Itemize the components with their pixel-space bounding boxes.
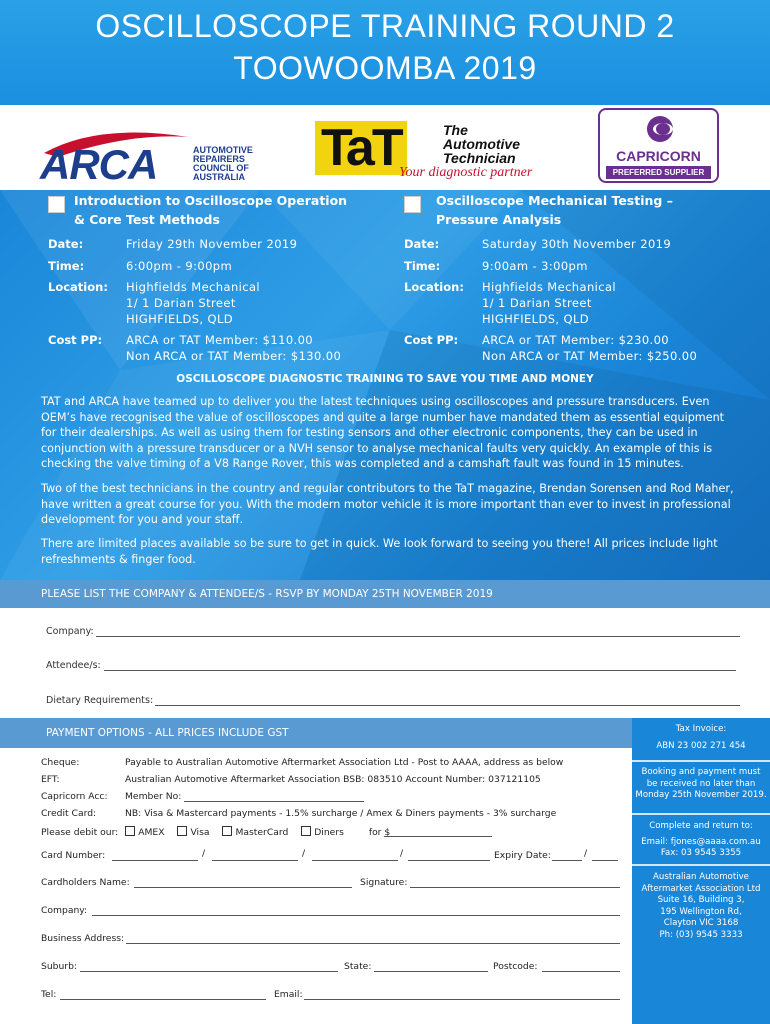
course-2-location-line2: 1/ 1 Darian Street [482,296,592,310]
sidebar-divider-3 [632,864,770,866]
eft-text: Australian Automotive Aftermarket Association BSB: 083510 Account Number: 037121105 [125,774,541,785]
sidebar-divider-2 [632,813,770,815]
course-1-title-line1: Introduction to Oscilloscope Operation [74,193,348,208]
address-line-5: Clayton VIC 3168 [663,918,739,928]
course-2-cost [482,332,697,364]
course-1-cost-member: ARCA or TAT Member: $110.00 [126,333,314,347]
card-number-field-2[interactable] [212,860,298,861]
dietary-field[interactable] [155,705,740,706]
course-1-cost [126,332,341,364]
tat-logo [315,115,545,185]
expiry-year-field[interactable] [592,860,618,861]
capricorn-wordmark: CAPRICORN [616,148,701,164]
card-number-field-4[interactable] [408,860,490,861]
course-2-date: Saturday 30th November 2019 [482,237,672,251]
expiry-sep: / [584,848,588,859]
expiry-month-field[interactable] [552,860,582,861]
mastercard-checkbox[interactable] [222,826,232,836]
training-tagline: OSCILLOSCOPE DIAGNOSTIC TRAINING TO SAVE YOU TIME AND MONEY [176,373,594,385]
debit-options [41,826,390,838]
eft-label: EFT: [41,774,60,785]
attendees-field[interactable] [104,670,736,671]
amount-label: for $ [368,827,391,838]
tat-name [443,123,553,165]
card-sep-2: / [302,848,306,859]
tax-invoice-label: Tax Invoice: [675,724,727,734]
course-2-location-line3: HIGHFIELDS, QLD [482,312,590,326]
course-2-title [436,191,736,229]
course-2-time-label: Time: [404,259,441,273]
page-title-line1: OSCILLOSCOPE TRAINING ROUND 2 [95,8,675,44]
capricorn-emblem-icon [647,116,673,142]
intro-paragraph: TAT and ARCA have teamed up to deliver you the latest techniques using oscilloscopes and pressure transducers. Even OEM’s have recognised the value of oscilloscopes and quite a large number have mandated them as essential equipment for their dealerships. As well as using them for testing sensors and other electronic components, they can be used in conjunction with a pressure transducer or a NVH sensor to analyse mechanical faults very quickly. An example of this is checking the valve timing of a V8 Range Rover, this was completed and a camshaft fault was found in 15 minutes. [41,395,725,471]
title-banner [0,0,770,105]
cheque-text: Payable to Australian Automotive Aftermarket Association Ltd - Post to AAAA, address as below [125,757,564,768]
course-1-location-line1: Highfields Mechanical [126,280,260,294]
suburb-field[interactable] [80,971,338,972]
business-address-label: Business Address: [41,933,125,944]
diners-label: Diners [314,827,344,838]
course-2-time: 9:00am - 3:00pm [482,259,588,273]
email-label: Email: [274,989,303,1000]
booking-line-2: be received no later than [646,778,756,789]
booking-deadline-box [632,767,770,802]
card-number-field-3[interactable] [312,860,398,861]
course-1-checkbox[interactable] [48,196,65,213]
presenters-paragraph: Two of the best technicians in the country and regular contributors to the TaT magazine, Brendan Sorensen and Rod Maher, have written a great course for you. With the modern motor vehicle it is more important than ever to invest in professional development for you and your staff. [41,482,734,527]
tax-invoice-box [632,724,770,752]
address-line-4: 195 Wellington Rd, [660,906,742,917]
return-fax: Fax: 03 9545 3355 [660,848,742,858]
tat-tagline: Your diagnostic partner [399,165,533,180]
suburb-label: Suburb: [41,961,78,972]
postcode-label: Postcode: [493,961,538,972]
visa-option[interactable] [177,827,209,838]
association-address-box [632,872,770,941]
course-1-title [74,191,374,229]
amount-field[interactable] [384,836,492,837]
address-line-3: Suite 16, Building 3, [657,895,745,905]
cheque-label: Cheque: [41,757,80,768]
mastercard-label: MasterCard [235,827,289,838]
course-2-title-line2: Pressure Analysis [436,212,562,227]
card-number-field-1[interactable] [112,860,198,861]
state-field[interactable] [374,971,488,972]
return-label: Complete and return to: [649,821,753,831]
tat-wordmark: TaT [315,121,407,175]
diners-checkbox[interactable] [301,826,311,836]
address-line-1: Australian Automotive [653,872,749,882]
tat-name-line1: The [443,122,468,138]
cardholder-field[interactable] [134,887,352,888]
amex-checkbox[interactable] [125,826,135,836]
arca-logo [38,127,263,187]
capricorn-logo [598,108,719,183]
credit-card-surcharge-note: NB: Visa & Mastercard payments - 1.5% surcharge / Amex & Diners payments - 3% surcharge [125,808,557,819]
visa-label: Visa [190,827,210,838]
expiry-label: Expiry Date: [494,850,551,861]
dietary-label: Dietary Requirements: [46,695,154,706]
sidebar-divider-1 [632,760,770,762]
page-title-line2: TOOWOOMBA 2019 [233,50,537,86]
tel-label: Tel: [41,989,57,1000]
address-line-2: Aftermarket Association Ltd [641,883,761,894]
course-1-time-label: Time: [48,259,85,273]
capricorn-member-field[interactable] [184,801,364,802]
course-2-location [482,279,616,327]
course-2-cost-label: Cost PP: [404,333,459,347]
company-field[interactable] [96,636,740,637]
payment-header: PAYMENT OPTIONS - ALL PRICES INCLUDE GST [0,718,632,748]
arca-subtitle: AUTOMOTIVE REPAIRERS COUNCIL OF AUSTRALIA [193,145,253,182]
course-1-cost-nonmember: Non ARCA or TAT Member: $130.00 [126,349,342,363]
course-1-date: Friday 29th November 2019 [126,237,298,251]
tel-field[interactable] [60,999,266,1000]
postcode-field[interactable] [542,971,620,972]
mastercard-option[interactable] [222,827,288,838]
course-1-cost-label: Cost PP: [48,333,103,347]
course-1-date-label: Date: [48,237,84,251]
diners-option[interactable] [301,827,344,838]
course-1-location-line2: 1/ 1 Darian Street [126,296,236,310]
capricorn-label: Capricorn Acc: [41,791,108,802]
address-phone: Ph: (03) 9545 3333 [659,929,743,940]
course-2-cost-nonmember: Non ARCA or TAT Member: $250.00 [482,349,698,363]
course-2-location-label: Location: [404,280,464,294]
course-1-location [126,279,260,327]
course-info-panel [0,190,770,580]
company-label: Company: [46,626,94,637]
invoice-sidebar [632,718,770,1024]
signature-field[interactable] [410,887,620,888]
state-label: State: [344,961,372,972]
booking-line-3: Monday 25th November 2019. [635,790,767,800]
debit-label: Please debit our: [41,827,119,838]
course-1-time: 6:00pm - 9:00pm [126,259,233,273]
course-2-checkbox[interactable] [404,196,421,213]
card-number-label: Card Number: [41,850,106,861]
payment-company-label: Company: [41,905,88,916]
course-2-title-line1: Oscilloscope Mechanical Testing – [436,193,673,208]
abn-number: ABN 23 002 271 454 [656,740,746,751]
signature-label: Signature: [360,877,408,888]
course-2-cost-member: ARCA or TAT Member: $230.00 [482,333,670,347]
payment-company-field[interactable] [92,915,620,916]
course-2-date-label: Date: [404,237,440,251]
course-2-location-line1: Highfields Mechanical [482,280,616,294]
return-email: Email: fjones@aaaa.com.au [641,836,761,847]
capricorn-member-label: Member No: [125,791,182,802]
credit-card-label: Credit Card: [41,808,97,819]
course-1-location-line3: HIGHFIELDS, QLD [126,312,234,326]
places-paragraph: There are limited places available so be sure to get in quick. We look forward to seeing you there! All prices include light refreshments & finger food. [41,537,718,566]
amex-label: AMEX [138,827,165,838]
tat-name-line2: Automotive [443,136,520,152]
amex-option[interactable] [125,827,164,838]
card-sep-1: / [202,848,206,859]
capricorn-badge: PREFERRED SUPPLIER [606,166,711,179]
tat-name-line3: Technician [443,150,516,166]
attendees-label: Attendee/s: [46,660,101,671]
sponsor-logos [0,105,770,190]
cardholder-label: Cardholders Name: [41,877,130,888]
email-field[interactable] [304,999,620,1000]
course-1-title-line2: & Core Test Methods [74,212,220,227]
booking-line-1: Booking and payment must [641,767,761,777]
rsvp-header: PLEASE LIST THE COMPANY & ATTENDEE/S - RSVP BY MONDAY 25TH NOVEMBER 2019 [0,580,770,608]
visa-checkbox[interactable] [177,826,187,836]
arca-wordmark: ARCA [40,141,158,188]
business-address-field[interactable] [126,943,620,944]
return-box [632,821,770,860]
card-sep-3: / [400,848,404,859]
course-1-location-label: Location: [48,280,108,294]
